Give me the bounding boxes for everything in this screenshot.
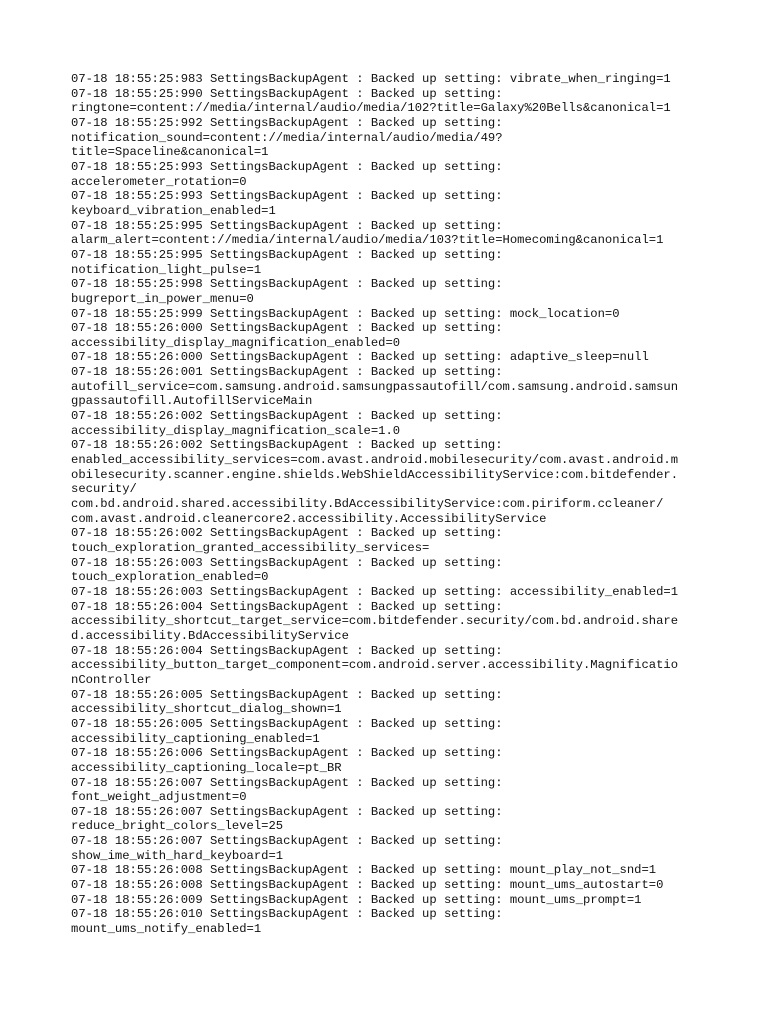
log-line: accessibility_captioning_enabled=1 — [71, 731, 320, 746]
log-line: 07-18 18:55:25:992 SettingsBackupAgent : Backed up setting: — [71, 115, 503, 130]
log-line: 07-18 18:55:26:003 SettingsBackupAgent : Backed up setting: accessibility_enabled=1 — [71, 584, 679, 599]
log-line: 07-18 18:55:26:002 SettingsBackupAgent : Backed up setting: — [71, 438, 503, 453]
log-line: 07-18 18:55:25:990 SettingsBackupAgent : Backed up setting: — [71, 86, 503, 101]
log-line: 07-18 18:55:25:995 SettingsBackupAgent : Backed up setting: — [71, 247, 503, 262]
log-line: gpassautofill.AutofillServiceMain — [71, 394, 313, 409]
log-line: 07-18 18:55:26:003 SettingsBackupAgent : Backed up setting: — [71, 555, 503, 570]
log-line: 07-18 18:55:26:004 SettingsBackupAgent : Backed up setting: — [71, 599, 503, 614]
log-line: 07-18 18:55:25:983 SettingsBackupAgent : Backed up setting: vibrate_when_ringing=1 — [71, 72, 671, 86]
log-line: accessibility_shortcut_target_service=com.bitdefender.security/com.bd.android.share — [71, 614, 679, 629]
log-line: 07-18 18:55:26:002 SettingsBackupAgent : Backed up setting: — [71, 409, 503, 424]
log-line: 07-18 18:55:26:005 SettingsBackupAgent : Backed up setting: — [71, 687, 503, 702]
log-line: 07-18 18:55:26:001 SettingsBackupAgent : Backed up setting: — [71, 365, 503, 380]
log-line: com.bd.android.shared.accessibility.BdAccessibilityService:com.piriform.ccleaner/ — [71, 497, 664, 512]
log-line: autofill_service=com.samsung.android.samsungpassautofill/com.samsung.android.samsun — [71, 379, 679, 394]
log-line: 07-18 18:55:26:010 SettingsBackupAgent : Backed up setting: — [71, 907, 503, 922]
log-line: 07-18 18:55:25:998 SettingsBackupAgent : Backed up setting: — [71, 277, 503, 292]
log-line: 07-18 18:55:26:007 SettingsBackupAgent : Backed up setting: — [71, 834, 503, 849]
log-line: 07-18 18:55:26:008 SettingsBackupAgent : Backed up setting: mount_play_not_snd=1 — [71, 863, 657, 878]
log-line: accessibility_display_magnification_enabled=0 — [71, 335, 401, 350]
log-line: accessibility_shortcut_dialog_shown=1 — [71, 702, 342, 717]
log-line: ringtone=content://media/internal/audio/media/102?title=Galaxy%20Bells&canonical=1 — [71, 101, 671, 116]
log-line: obilesecurity.scanner.engine.shields.WebShieldAccessibilityService:com.bitdefender. — [71, 467, 679, 482]
log-document — [71, 72, 711, 937]
log-line: accessibility_button_target_component=com.android.server.accessibility.Magnificatio — [71, 658, 679, 673]
log-line: 07-18 18:55:26:007 SettingsBackupAgent : Backed up setting: — [71, 775, 503, 790]
log-line: enabled_accessibility_services=com.avast.android.mobilesecurity/com.avast.android.m — [71, 453, 679, 468]
log-line: font_weight_adjustment=0 — [71, 790, 247, 805]
log-line: mount_ums_notify_enabled=1 — [71, 922, 262, 937]
log-line: com.avast.android.cleanercore2.accessibility.AccessibilityService — [71, 511, 547, 526]
log-line: 07-18 18:55:25:993 SettingsBackupAgent : Backed up setting: — [71, 189, 503, 204]
log-line: reduce_bright_colors_level=25 — [71, 819, 284, 834]
log-line: bugreport_in_power_menu=0 — [71, 291, 254, 306]
log-line: 07-18 18:55:26:005 SettingsBackupAgent : Backed up setting: — [71, 716, 503, 731]
log-line: keyboard_vibration_enabled=1 — [71, 203, 276, 218]
log-line: alarm_alert=content://media/internal/audio/media/103?title=Homecoming&canonical=1 — [71, 233, 664, 248]
log-line: security/ — [71, 482, 137, 497]
log-line: touch_exploration_enabled=0 — [71, 570, 269, 585]
log-line: 07-18 18:55:26:002 SettingsBackupAgent : Backed up setting: — [71, 526, 503, 541]
log-line: 07-18 18:55:26:009 SettingsBackupAgent : Backed up setting: mount_ums_prompt=1 — [71, 892, 642, 907]
log-line: 07-18 18:55:26:007 SettingsBackupAgent : Backed up setting: — [71, 804, 503, 819]
log-line: 07-18 18:55:26:008 SettingsBackupAgent : Backed up setting: mount_ums_autostart=0 — [71, 878, 664, 893]
log-line: d.accessibility.BdAccessibilityService — [71, 628, 349, 643]
log-line: show_ime_with_hard_keyboard=1 — [71, 848, 284, 863]
log-line: accelerometer_rotation=0 — [71, 174, 247, 189]
log-line: accessibility_display_magnification_scale=1.0 — [71, 423, 401, 438]
log-line: 07-18 18:55:26:006 SettingsBackupAgent : Backed up setting: — [71, 746, 503, 761]
log-line: 07-18 18:55:26:000 SettingsBackupAgent : Backed up setting: adaptive_sleep=null — [71, 350, 649, 365]
log-line: nController — [71, 672, 152, 687]
log-line: 07-18 18:55:26:000 SettingsBackupAgent : Backed up setting: — [71, 321, 503, 336]
log-line: touch_exploration_granted_accessibility_services= — [71, 541, 430, 555]
log-line: 07-18 18:55:26:004 SettingsBackupAgent : Backed up setting: — [71, 643, 503, 658]
log-line: notification_light_pulse=1 — [71, 262, 262, 277]
log-line: 07-18 18:55:25:999 SettingsBackupAgent : Backed up setting: mock_location=0 — [71, 306, 620, 321]
log-line: notification_sound=content://media/internal/audio/media/49? — [71, 130, 503, 145]
log-line: accessibility_captioning_locale=pt_BR — [71, 760, 342, 775]
log-line: 07-18 18:55:25:995 SettingsBackupAgent : Backed up setting: — [71, 218, 503, 233]
log-line: title=Spaceline&canonical=1 — [71, 145, 269, 160]
log-line: 07-18 18:55:25:993 SettingsBackupAgent : Backed up setting: — [71, 159, 503, 174]
